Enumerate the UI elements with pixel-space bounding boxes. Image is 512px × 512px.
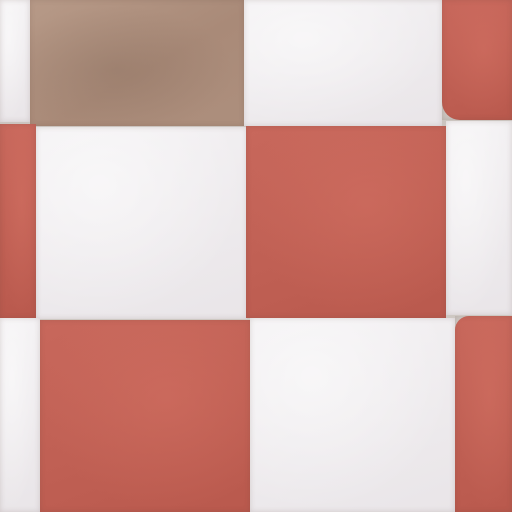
tile-r0-c0 xyxy=(0,0,30,122)
tile-r2-c3 xyxy=(455,316,512,512)
tile-r0-c3 xyxy=(442,0,512,120)
tile-r1-c3 xyxy=(446,121,512,315)
tile-r1-c0 xyxy=(0,124,36,318)
tile-r2-c2 xyxy=(250,318,455,512)
tile-r0-c1 xyxy=(30,0,244,126)
tile-r2-c1 xyxy=(40,320,250,512)
tile-r0-c2 xyxy=(244,0,442,126)
tile-r1-c1 xyxy=(36,127,247,319)
tile-r1-c2 xyxy=(246,126,446,318)
tile-r2-c0 xyxy=(0,318,40,512)
